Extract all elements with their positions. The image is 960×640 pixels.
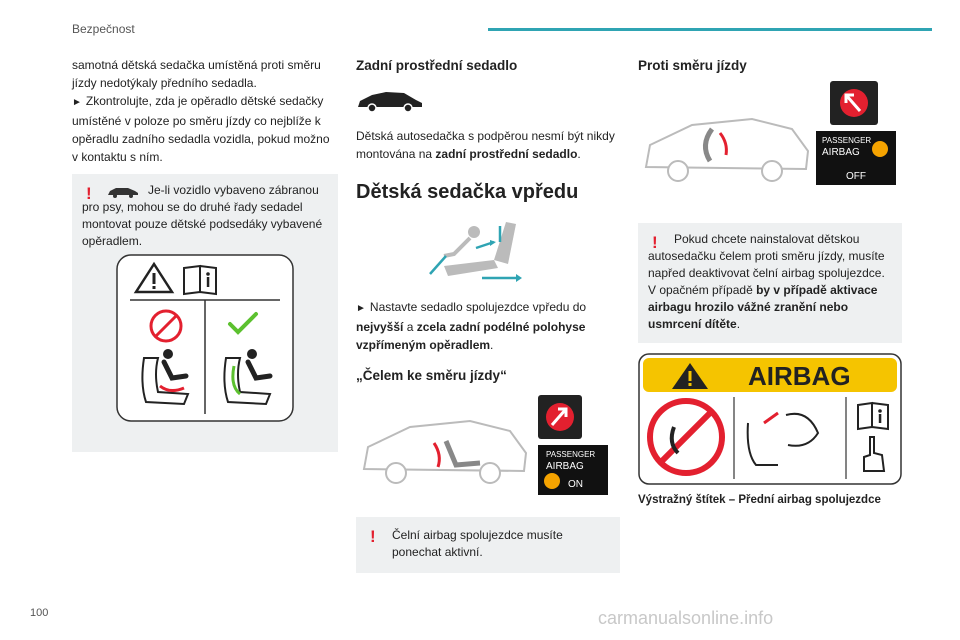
column-right xyxy=(638,58,902,509)
rear-middle-end: . xyxy=(577,147,581,161)
heading-forward-facing: „Čelem ke směru jízdy“ xyxy=(356,368,507,383)
heading-front-seat: Dětská sedačka vpředu xyxy=(356,181,579,203)
warning-text-main: Pokud chcete nainstalovat dětskou autosedačku čelem proti směru jízdy, musíte napřed deaktivovat čelní airbag spolujezdce. V opačném případě xyxy=(648,232,885,297)
warning-icon: ! xyxy=(86,184,92,203)
sign-title: AIRBAG xyxy=(748,361,851,391)
paragraph-2-text: Zkontrolujte, zda je opěradlo dětské sedačky umístěné v poloze po směru jízdy co nejblíže k opěradlu zadního sedadla vozidla, pokud možno v kontaktu s ním. xyxy=(72,94,330,164)
header-accent-bar xyxy=(488,28,932,31)
rear-facing-illustration xyxy=(638,81,902,191)
front-text-2: a xyxy=(403,320,417,334)
warning-text: Je-li vozidlo vybaveno zábranou pro psy, mohou se do druhé řady sedadel montovat pouze dětské podsedáky vybavené opěradlem. xyxy=(82,183,323,248)
airbag-on-indicator xyxy=(538,395,608,495)
warning-text: Čelní airbag spolujezdce musíte ponechat aktivní. xyxy=(392,528,563,559)
airbag-warning-label xyxy=(638,353,902,485)
heading-rear-middle-seat: Zadní prostřední sedadlo xyxy=(356,58,518,73)
figure-caption: Výstražný štítek – Přední airbag spolujezdce xyxy=(638,494,881,506)
paragraph-1: samotná dětská sedačka umístěná proti směru jízdy nedotýkaly předního sedadla. xyxy=(72,58,321,90)
front-seat-paragraph xyxy=(356,298,620,354)
front-seat-adjust-diagram xyxy=(424,216,524,286)
paragraph-2 xyxy=(72,92,338,166)
column-left xyxy=(72,56,338,452)
label-passenger: PASSENGER xyxy=(822,136,872,145)
page-number: 100 xyxy=(30,607,49,619)
warning-text-bold: by v případě aktivace airbagu hrozilo vážné zranění nebo usmrcení dítěte xyxy=(648,283,878,331)
column-middle xyxy=(356,58,620,573)
front-text-end: . xyxy=(490,338,494,352)
seat-position-diagram xyxy=(116,254,294,422)
front-bold-1: nejvyšší xyxy=(356,320,404,334)
watermark: carmanualsonline.info xyxy=(598,608,774,628)
warning-box-dog-guard xyxy=(72,174,338,452)
car-forward-seat-diagram xyxy=(360,413,530,489)
rear-middle-text: Dětská autosedačka s podpěrou nesmí být nikdy montována na xyxy=(356,129,615,161)
no-rear-facing-seat-icon xyxy=(650,401,722,473)
label-off: OFF xyxy=(846,171,866,182)
warning-text xyxy=(648,231,892,333)
label-airbag: AIRBAG xyxy=(822,147,860,158)
bullet-arrow-icon: ► xyxy=(356,303,366,314)
warning-box-deactivate xyxy=(638,223,902,343)
car-icon xyxy=(106,186,140,198)
heading-rear-facing: Proti směru jízdy xyxy=(638,58,747,73)
rear-middle-bold: zadní prostřední sedadlo xyxy=(435,147,578,161)
front-text-1: Nastavte sedadlo spolujezdce vpředu do xyxy=(369,300,587,314)
car-rear-facing-diagram xyxy=(642,111,812,187)
car-silhouette-icon xyxy=(356,89,424,113)
warning-box-airbag-active xyxy=(356,517,620,573)
warning-icon: ! xyxy=(652,233,658,252)
bullet-arrow-icon: ► xyxy=(72,97,82,108)
section-header: Bezpečnost xyxy=(72,22,135,36)
warning-icon: ! xyxy=(370,527,376,546)
label-on: ON xyxy=(568,479,583,490)
front-bold-2: zcela zadní podélné polohyse vzpřímeným opěradlem xyxy=(356,320,586,352)
rear-middle-paragraph xyxy=(356,127,620,163)
label-passenger: PASSENGER xyxy=(546,450,596,459)
warning-text-end: . xyxy=(736,317,741,331)
forward-facing-illustration xyxy=(356,393,620,493)
label-airbag: AIRBAG xyxy=(546,461,584,472)
airbag-off-indicator xyxy=(816,81,896,189)
